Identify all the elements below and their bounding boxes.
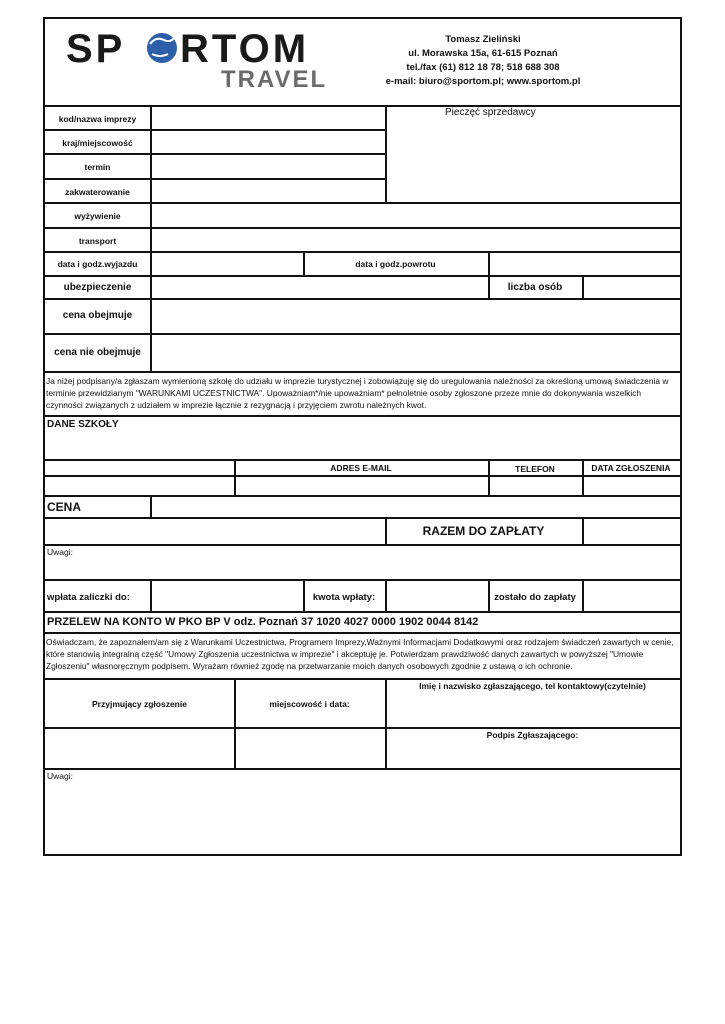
event-label: kod/nazwa imprezy bbox=[58, 114, 137, 124]
divider bbox=[45, 129, 386, 131]
divider bbox=[488, 251, 490, 275]
remaining-label: zostało do zapłaty bbox=[494, 592, 576, 603]
price-label: CENA bbox=[47, 500, 82, 514]
divider bbox=[150, 495, 152, 517]
bank-transfer-line: PRZELEW NA KONTO W PKO BP V odz. Poznań 37 1020 4027 0000 1902 0044 8142 bbox=[47, 616, 479, 628]
insurance-label: ubezpieczenie bbox=[63, 282, 132, 293]
divider bbox=[45, 333, 680, 335]
divider bbox=[45, 105, 680, 107]
company-name: Tomasz Zieliński bbox=[445, 34, 521, 45]
divider bbox=[45, 678, 680, 680]
divider bbox=[45, 178, 386, 180]
divider bbox=[45, 768, 680, 770]
remarks-label: Uwagi: bbox=[47, 547, 73, 557]
registration-form bbox=[43, 17, 682, 856]
place-label: kraj/miejscowość bbox=[62, 138, 133, 148]
declaration-paragraph: Ja niżej podpisany/a zgłaszam wymienioną szkołę do udziału w imprezie turystycznej i zobowiązuję się do uregulowania należności za określoną umową świadczenia w terminie przewidzianym "WARUNKAMI UCZESTNICTWA". Upoważniam*/nie upoważniam* pełnoletnie osoby zgłoszone przeze mnie do dokonywania wszelkich czynności związanych z udziałem w imprezie łącznie z rezygnacją i przyjęciem zwrotu należnych kwot. bbox=[46, 376, 669, 410]
divider bbox=[45, 727, 680, 729]
amount-label: kwota wpłaty: bbox=[312, 592, 376, 603]
price-excludes-label: cena nie obejmuje bbox=[54, 347, 141, 358]
divider bbox=[45, 579, 680, 581]
return-label: data i godz.powrotu bbox=[355, 259, 436, 269]
divider bbox=[45, 632, 680, 634]
divider bbox=[150, 105, 152, 371]
price-includes-label: cena obejmuje bbox=[62, 310, 133, 321]
divider bbox=[385, 678, 387, 768]
departure-label: data i godz.wyjazdu bbox=[57, 259, 138, 269]
divider bbox=[234, 678, 236, 768]
divider bbox=[45, 611, 680, 613]
divider bbox=[45, 298, 680, 300]
transport-label: transport bbox=[78, 236, 117, 246]
divider bbox=[385, 579, 387, 611]
divider bbox=[582, 275, 584, 298]
divider bbox=[45, 371, 680, 373]
persons-label: liczba osób bbox=[507, 282, 563, 293]
total-label: RAZEM DO ZAPŁATY bbox=[422, 524, 545, 538]
divider bbox=[45, 415, 680, 417]
divider bbox=[582, 517, 584, 544]
divider bbox=[45, 475, 680, 477]
applicant-label: Imię i nazwisko zgłaszającego, tel kontaktowy(czytelnie) bbox=[419, 681, 646, 691]
divider bbox=[45, 275, 680, 277]
date-label: DATA ZGŁOSZENIA bbox=[591, 463, 671, 473]
svg-text:RTOM: RTOM bbox=[180, 30, 310, 71]
divider bbox=[582, 579, 584, 611]
meals-label: wyżywienie bbox=[74, 211, 121, 221]
phone-label: TELEFON bbox=[515, 464, 555, 474]
divider bbox=[45, 495, 680, 497]
seller-stamp-label: Pieczęć sprzedawcy bbox=[445, 107, 536, 118]
company-email: e-mail: biuro@sportom.pl; www.sportom.pl bbox=[385, 76, 581, 87]
logo-word-sportom: SP bbox=[66, 30, 126, 71]
company-phone: tel./fax (61) 812 18 78; 518 688 308 bbox=[406, 62, 560, 73]
divider bbox=[45, 544, 680, 546]
divider bbox=[45, 459, 680, 461]
divider bbox=[45, 202, 680, 204]
company-address: ul. Morawska 15a, 61-615 Poznań bbox=[408, 48, 558, 59]
term-label: termin bbox=[84, 162, 111, 172]
logo-word-travel: TRAVEL bbox=[221, 66, 328, 92]
divider bbox=[45, 227, 680, 229]
receiver-label: Przyjmujący zgłoszenie bbox=[92, 699, 187, 709]
address-email-label: ADRES E-MAIL bbox=[330, 463, 392, 473]
divider bbox=[45, 153, 386, 155]
consent-paragraph: Oświadczam, że zapoznałem/am się z Warunkami Uczestnictwa, Programem Imprezy,Ważnymi Informacjami Dodatkowymi oraz rodzajem świadczeń zawartych w cenie, które stanowią integralną część "Umowy Zgłoszenia uczestnictwa w imprezie" i akceptuję je. Potwierdzam prawdziwość danych zawartych w powyższej "Umowie Zgłoszeniu" własnoręcznym podpisem. Wyrażam również zgodę na przetwarzanie moich danych osobowych zgodnie z ustawą o ich ochronie. bbox=[46, 637, 674, 671]
divider bbox=[45, 251, 680, 253]
advance-label: wpłata zaliczki do: bbox=[47, 592, 130, 603]
divider bbox=[150, 579, 152, 611]
divider bbox=[385, 105, 387, 203]
place-date-label: miejscowość i data: bbox=[269, 699, 350, 709]
divider bbox=[45, 517, 680, 519]
remarks-label-2: Uwagi: bbox=[47, 771, 73, 781]
accommodation-label: zakwaterowanie bbox=[65, 187, 130, 197]
signature-label: Podpis Zgłaszającego: bbox=[486, 730, 579, 740]
school-title: DANE SZKOŁY bbox=[47, 419, 119, 430]
